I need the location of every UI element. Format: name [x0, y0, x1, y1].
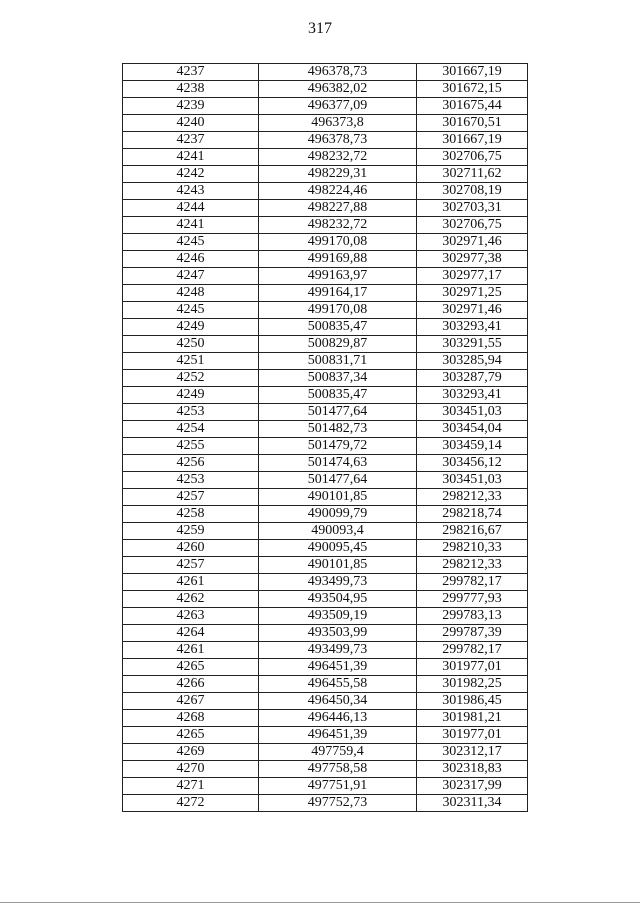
table-row	[123, 625, 528, 642]
table-row	[123, 234, 528, 251]
x-coordinate-cell: 498229,31	[259, 166, 417, 183]
table-row	[123, 64, 528, 81]
point-number-cell: 4251	[123, 353, 259, 370]
x-coordinate-cell: 496373,8	[259, 115, 417, 132]
x-coordinate-cell: 497751,91	[259, 778, 417, 795]
point-number-cell: 4261	[123, 574, 259, 591]
x-coordinate-cell: 496450,34	[259, 693, 417, 710]
y-coordinate-cell: 303454,04	[417, 421, 528, 438]
point-number-cell: 4249	[123, 319, 259, 336]
point-number-cell: 4256	[123, 455, 259, 472]
x-coordinate-cell: 500831,71	[259, 353, 417, 370]
table-row	[123, 166, 528, 183]
table-row	[123, 200, 528, 217]
table-row	[123, 438, 528, 455]
y-coordinate-cell: 302971,46	[417, 234, 528, 251]
y-coordinate-cell: 301667,19	[417, 132, 528, 149]
point-number-cell: 4265	[123, 659, 259, 676]
point-number-cell: 4257	[123, 489, 259, 506]
y-coordinate-cell: 299783,13	[417, 608, 528, 625]
y-coordinate-cell: 303451,03	[417, 404, 528, 421]
y-coordinate-cell: 303293,41	[417, 319, 528, 336]
point-number-cell: 4246	[123, 251, 259, 268]
point-number-cell: 4241	[123, 217, 259, 234]
table-row	[123, 557, 528, 574]
point-number-cell: 4245	[123, 302, 259, 319]
y-coordinate-cell: 302311,34	[417, 795, 528, 812]
x-coordinate-cell: 490101,85	[259, 557, 417, 574]
table-row	[123, 540, 528, 557]
x-coordinate-cell: 498224,46	[259, 183, 417, 200]
y-coordinate-cell: 303287,79	[417, 370, 528, 387]
table-row	[123, 472, 528, 489]
point-number-cell: 4272	[123, 795, 259, 812]
table-row	[123, 676, 528, 693]
y-coordinate-cell: 298212,33	[417, 557, 528, 574]
x-coordinate-cell: 498227,88	[259, 200, 417, 217]
x-coordinate-cell: 490099,79	[259, 506, 417, 523]
x-coordinate-cell: 501479,72	[259, 438, 417, 455]
x-coordinate-cell: 500837,34	[259, 370, 417, 387]
y-coordinate-cell: 303293,41	[417, 387, 528, 404]
point-number-cell: 4244	[123, 200, 259, 217]
table-row	[123, 778, 528, 795]
x-coordinate-cell: 499164,17	[259, 285, 417, 302]
point-number-cell: 4258	[123, 506, 259, 523]
table-row	[123, 217, 528, 234]
x-coordinate-cell: 501482,73	[259, 421, 417, 438]
point-number-cell: 4257	[123, 557, 259, 574]
x-coordinate-cell: 493504,95	[259, 591, 417, 608]
table-row	[123, 659, 528, 676]
y-coordinate-cell: 299787,39	[417, 625, 528, 642]
x-coordinate-cell: 497759,4	[259, 744, 417, 761]
y-coordinate-cell: 301981,21	[417, 710, 528, 727]
table-row	[123, 455, 528, 472]
coordinates-table	[122, 63, 528, 812]
y-coordinate-cell: 301982,25	[417, 676, 528, 693]
table-row	[123, 489, 528, 506]
y-coordinate-cell: 302971,25	[417, 285, 528, 302]
point-number-cell: 4269	[123, 744, 259, 761]
point-number-cell: 4250	[123, 336, 259, 353]
y-coordinate-cell: 303456,12	[417, 455, 528, 472]
x-coordinate-cell: 493503,99	[259, 625, 417, 642]
point-number-cell: 4252	[123, 370, 259, 387]
point-number-cell: 4240	[123, 115, 259, 132]
x-coordinate-cell: 497752,73	[259, 795, 417, 812]
y-coordinate-cell: 299782,17	[417, 642, 528, 659]
x-coordinate-cell: 496451,39	[259, 659, 417, 676]
y-coordinate-cell: 301672,15	[417, 81, 528, 98]
table-row	[123, 591, 528, 608]
x-coordinate-cell: 493499,73	[259, 642, 417, 659]
x-coordinate-cell: 500835,47	[259, 387, 417, 404]
y-coordinate-cell: 302977,38	[417, 251, 528, 268]
point-number-cell: 4261	[123, 642, 259, 659]
x-coordinate-cell: 499169,88	[259, 251, 417, 268]
x-coordinate-cell: 490101,85	[259, 489, 417, 506]
point-number-cell: 4237	[123, 132, 259, 149]
x-coordinate-cell: 501474,63	[259, 455, 417, 472]
point-number-cell: 4243	[123, 183, 259, 200]
point-number-cell: 4263	[123, 608, 259, 625]
x-coordinate-cell: 490095,45	[259, 540, 417, 557]
table-row	[123, 251, 528, 268]
y-coordinate-cell: 302711,62	[417, 166, 528, 183]
y-coordinate-cell: 299782,17	[417, 574, 528, 591]
x-coordinate-cell: 496446,13	[259, 710, 417, 727]
point-number-cell: 4270	[123, 761, 259, 778]
table-row	[123, 574, 528, 591]
y-coordinate-cell: 302312,17	[417, 744, 528, 761]
x-coordinate-cell: 496451,39	[259, 727, 417, 744]
x-coordinate-cell: 499170,08	[259, 302, 417, 319]
bottom-rule	[0, 902, 640, 903]
y-coordinate-cell: 302706,75	[417, 217, 528, 234]
y-coordinate-cell: 301667,19	[417, 64, 528, 81]
table-row	[123, 421, 528, 438]
y-coordinate-cell: 301977,01	[417, 659, 528, 676]
point-number-cell: 4245	[123, 234, 259, 251]
point-number-cell: 4260	[123, 540, 259, 557]
table-row	[123, 336, 528, 353]
y-coordinate-cell: 301977,01	[417, 727, 528, 744]
table-row	[123, 98, 528, 115]
x-coordinate-cell: 496378,73	[259, 132, 417, 149]
y-coordinate-cell: 301675,44	[417, 98, 528, 115]
x-coordinate-cell: 496378,73	[259, 64, 417, 81]
table-row	[123, 81, 528, 98]
y-coordinate-cell: 298218,74	[417, 506, 528, 523]
x-coordinate-cell: 496455,58	[259, 676, 417, 693]
table-row	[123, 404, 528, 421]
y-coordinate-cell: 299777,93	[417, 591, 528, 608]
point-number-cell: 4242	[123, 166, 259, 183]
table-row	[123, 744, 528, 761]
table-row	[123, 132, 528, 149]
table-row	[123, 268, 528, 285]
x-coordinate-cell: 498232,72	[259, 217, 417, 234]
y-coordinate-cell: 302971,46	[417, 302, 528, 319]
point-number-cell: 4265	[123, 727, 259, 744]
x-coordinate-cell: 501477,64	[259, 404, 417, 421]
x-coordinate-cell: 493499,73	[259, 574, 417, 591]
x-coordinate-cell: 497758,58	[259, 761, 417, 778]
x-coordinate-cell: 498232,72	[259, 149, 417, 166]
x-coordinate-cell: 496377,09	[259, 98, 417, 115]
table-row	[123, 115, 528, 132]
point-number-cell: 4264	[123, 625, 259, 642]
point-number-cell: 4239	[123, 98, 259, 115]
x-coordinate-cell: 496382,02	[259, 81, 417, 98]
point-number-cell: 4253	[123, 472, 259, 489]
y-coordinate-cell: 301986,45	[417, 693, 528, 710]
x-coordinate-cell: 500829,87	[259, 336, 417, 353]
table-row	[123, 387, 528, 404]
y-coordinate-cell: 303285,94	[417, 353, 528, 370]
point-number-cell: 4248	[123, 285, 259, 302]
table-row	[123, 642, 528, 659]
y-coordinate-cell: 298212,33	[417, 489, 528, 506]
point-number-cell: 4249	[123, 387, 259, 404]
point-number-cell: 4253	[123, 404, 259, 421]
table-row	[123, 183, 528, 200]
table-row	[123, 795, 528, 812]
y-coordinate-cell: 303459,14	[417, 438, 528, 455]
point-number-cell: 4255	[123, 438, 259, 455]
point-number-cell: 4237	[123, 64, 259, 81]
y-coordinate-cell: 302706,75	[417, 149, 528, 166]
point-number-cell: 4266	[123, 676, 259, 693]
y-coordinate-cell: 303451,03	[417, 472, 528, 489]
x-coordinate-cell: 490093,4	[259, 523, 417, 540]
table-row	[123, 353, 528, 370]
y-coordinate-cell: 298210,33	[417, 540, 528, 557]
table-row	[123, 285, 528, 302]
y-coordinate-cell: 302318,83	[417, 761, 528, 778]
point-number-cell: 4262	[123, 591, 259, 608]
table-row	[123, 693, 528, 710]
point-number-cell: 4267	[123, 693, 259, 710]
x-coordinate-cell: 493509,19	[259, 608, 417, 625]
y-coordinate-cell: 303291,55	[417, 336, 528, 353]
table-row	[123, 302, 528, 319]
x-coordinate-cell: 501477,64	[259, 472, 417, 489]
point-number-cell: 4247	[123, 268, 259, 285]
point-number-cell: 4268	[123, 710, 259, 727]
table-row	[123, 506, 528, 523]
coordinates-table-body	[123, 64, 528, 812]
point-number-cell: 4241	[123, 149, 259, 166]
page-number: 317	[308, 20, 332, 37]
table-row	[123, 608, 528, 625]
point-number-cell: 4259	[123, 523, 259, 540]
y-coordinate-cell: 301670,51	[417, 115, 528, 132]
table-row	[123, 370, 528, 387]
x-coordinate-cell: 500835,47	[259, 319, 417, 336]
point-number-cell: 4254	[123, 421, 259, 438]
point-number-cell: 4238	[123, 81, 259, 98]
table-row	[123, 149, 528, 166]
x-coordinate-cell: 499163,97	[259, 268, 417, 285]
y-coordinate-cell: 302708,19	[417, 183, 528, 200]
y-coordinate-cell: 302703,31	[417, 200, 528, 217]
table-row	[123, 761, 528, 778]
y-coordinate-cell: 302977,17	[417, 268, 528, 285]
y-coordinate-cell: 302317,99	[417, 778, 528, 795]
table-row	[123, 523, 528, 540]
table-row	[123, 727, 528, 744]
point-number-cell: 4271	[123, 778, 259, 795]
table-row	[123, 319, 528, 336]
y-coordinate-cell: 298216,67	[417, 523, 528, 540]
table-row	[123, 710, 528, 727]
x-coordinate-cell: 499170,08	[259, 234, 417, 251]
